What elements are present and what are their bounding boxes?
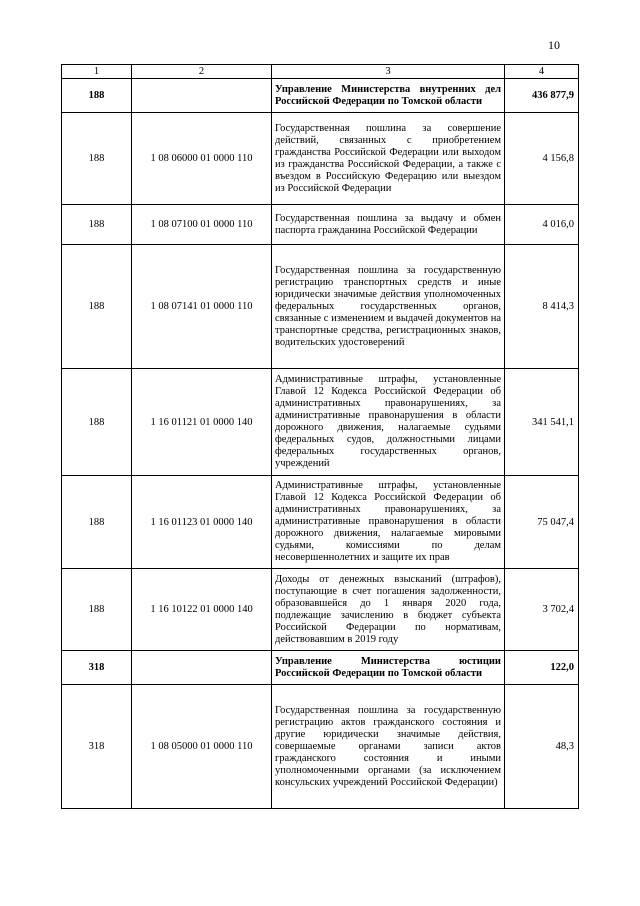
amount-cell: 122,0 <box>505 651 579 685</box>
table-row <box>62 476 579 569</box>
description-cell: Государственная пошлина за выдачу и обмен паспорта гражданина Российской Федерации <box>272 205 505 245</box>
table-row <box>62 651 579 685</box>
amount-cell: 4 156,8 <box>505 113 579 205</box>
page-number: 10 <box>548 38 560 52</box>
admin-code-cell: 318 <box>62 651 132 685</box>
description-cell: Государственная пошлина за государственную регистрацию актов гражданского состояния и другие юридически значимые действия, совершаемые органами записи актов гражданского состояния и иными уполномоченными органами (за исключением консульских учреждений Российской Федерации) <box>272 685 505 809</box>
table-row <box>62 245 579 369</box>
column-number: 4 <box>505 65 579 79</box>
revenue-table <box>61 64 579 809</box>
budget-code-cell <box>132 651 272 685</box>
budget-code-cell: 1 08 07100 01 0000 110 <box>132 205 272 245</box>
amount-cell: 341 541,1 <box>505 369 579 476</box>
admin-code-cell: 188 <box>62 569 132 651</box>
description-cell: Доходы от денежных взысканий (штрафов), поступающие в счет погашения задолженности, образовавшейся до 1 января 2020 года, подлежащие зачислению в бюджет субъекта Российской Федерации по нормативам, действовавшим в 2019 году <box>272 569 505 651</box>
table-row <box>62 685 579 809</box>
table-row <box>62 569 579 651</box>
column-number: 2 <box>132 65 272 79</box>
description-cell: Государственная пошлина за совершение действий, связанных с приобретением гражданства Российской Федерации или выходом из гражданства Российской Федерации, а также с въездом в Российскую Федерацию или выездом из Российской Федерации <box>272 113 505 205</box>
budget-code-cell: 1 08 07141 01 0000 110 <box>132 245 272 369</box>
admin-code-cell: 188 <box>62 113 132 205</box>
description-cell: Государственная пошлина за государственную регистрацию транспортных средств и иные юридически значимые действия уполномоченных федеральных государственных органов, связанные с изменением и выдачей документов на транспортные средства, регистрационных знаков, водительских удостоверений <box>272 245 505 369</box>
amount-cell: 436 877,9 <box>505 79 579 113</box>
description-cell: Управление Министерства юстиции Российской Федерации по Томской области <box>272 651 505 685</box>
budget-code-cell: 1 08 06000 01 0000 110 <box>132 113 272 205</box>
budget-code-cell: 1 16 01123 01 0000 140 <box>132 476 272 569</box>
amount-cell: 4 016,0 <box>505 205 579 245</box>
amount-cell: 8 414,3 <box>505 245 579 369</box>
budget-code-cell: 1 08 05000 01 0000 110 <box>132 685 272 809</box>
description-cell: Управление Министерства внутренних дел Российской Федерации по Томской области <box>272 79 505 113</box>
amount-cell: 75 047,4 <box>505 476 579 569</box>
admin-code-cell: 318 <box>62 685 132 809</box>
column-number: 1 <box>62 65 132 79</box>
amount-cell: 3 702,4 <box>505 569 579 651</box>
admin-code-cell: 188 <box>62 79 132 113</box>
admin-code-cell: 188 <box>62 245 132 369</box>
budget-code-cell: 1 16 10122 01 0000 140 <box>132 569 272 651</box>
column-number-row <box>62 65 579 79</box>
amount-cell: 48,3 <box>505 685 579 809</box>
description-cell: Административные штрафы, установленные Главой 12 Кодекса Российской Федерации об административных правонарушениях, за административные правонарушения в области дорожного движения, налагаемые мировыми судьями, комиссиями по делам несовершеннолетних и защите их прав <box>272 476 505 569</box>
budget-code-cell: 1 16 01121 01 0000 140 <box>132 369 272 476</box>
table-row <box>62 113 579 205</box>
table-row <box>62 205 579 245</box>
admin-code-cell: 188 <box>62 369 132 476</box>
table-row <box>62 79 579 113</box>
description-cell: Административные штрафы, установленные Главой 12 Кодекса Российской Федерации об административных правонарушениях, за административные правонарушения в области дорожного движения, налагаемые судьями федеральных судов, должностными лицами федеральных государственных органов, учреждений <box>272 369 505 476</box>
admin-code-cell: 188 <box>62 205 132 245</box>
budget-code-cell <box>132 79 272 113</box>
column-number: 3 <box>272 65 505 79</box>
table-row <box>62 369 579 476</box>
admin-code-cell: 188 <box>62 476 132 569</box>
